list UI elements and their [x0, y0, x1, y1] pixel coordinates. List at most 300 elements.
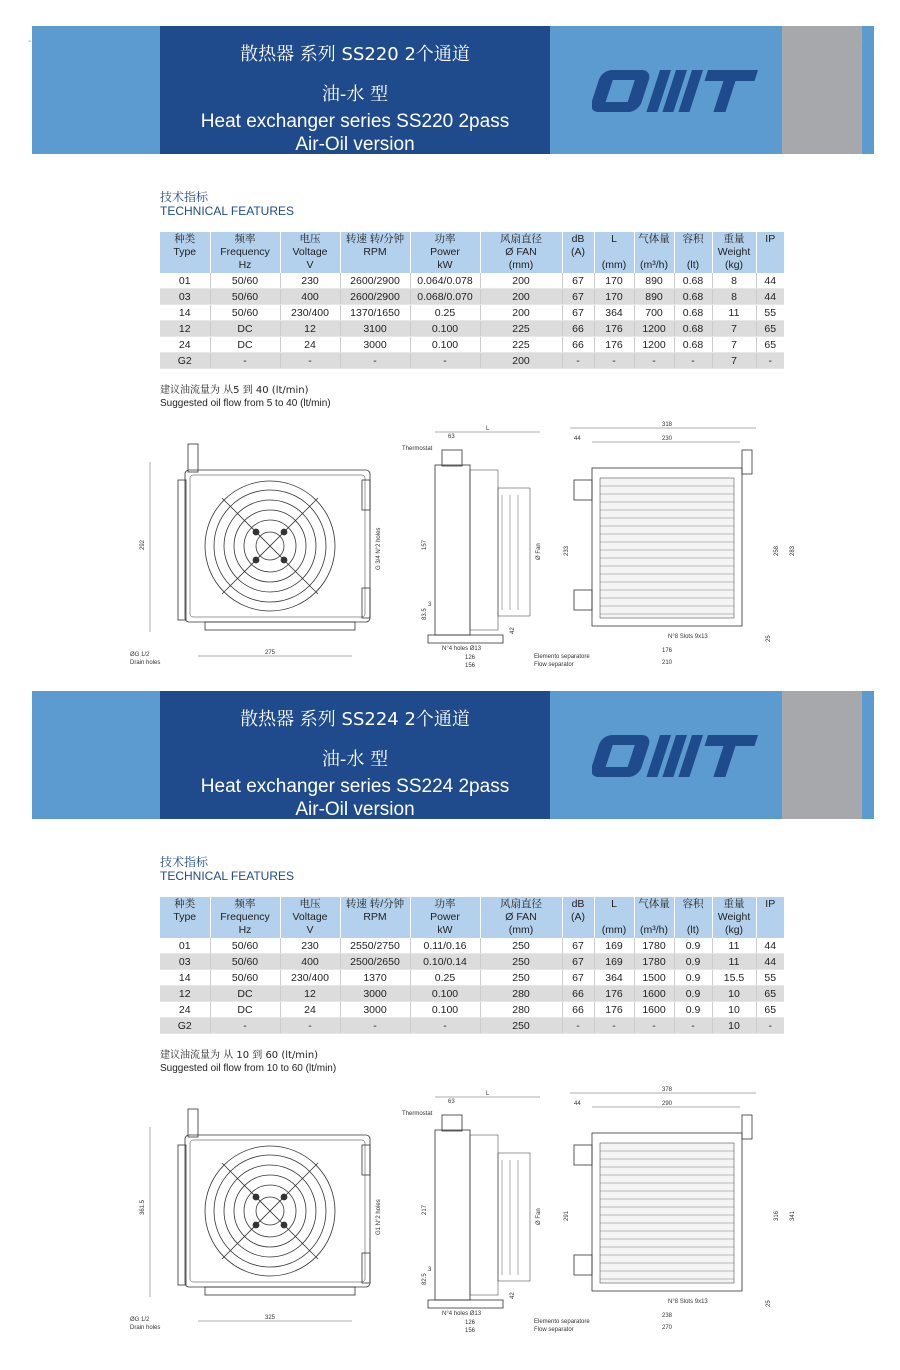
table-row [160, 321, 784, 337]
table-cell: 11 [712, 954, 756, 970]
column-header-line: (mm) [508, 259, 534, 271]
spec-table [160, 897, 784, 1034]
dim-drain: ØG 1/2 [130, 1317, 150, 1323]
table-cell: 230 [280, 273, 340, 289]
table-cell: 24 [280, 337, 340, 353]
dim-fan: Ø Fan [536, 543, 542, 560]
column-header-line: (mm) [601, 924, 627, 936]
column-header [756, 232, 784, 273]
column-header-line: 容积 [682, 233, 704, 245]
table-cell: 3000 [340, 1002, 410, 1018]
table-cell: 280 [480, 1002, 562, 1018]
column-header-line: 重量 [723, 233, 745, 245]
table-cell: 0.9 [674, 954, 712, 970]
table-cell: - [280, 1018, 340, 1034]
column-header [210, 897, 280, 938]
table-cell: DC [210, 321, 280, 337]
title-box [160, 691, 550, 819]
table-cell: 176 [594, 321, 634, 337]
table-cell: 65 [756, 1002, 784, 1018]
table-cell: 50/60 [210, 305, 280, 321]
table-cell: - [210, 353, 280, 369]
column-header-line: (mm) [508, 924, 534, 936]
column-header-line: Voltage [292, 246, 328, 258]
column-header-line: 转速 转/分钟 [345, 898, 405, 910]
table-cell: 24 [160, 1002, 210, 1018]
table-cell: 55 [756, 970, 784, 986]
column-header-line: Frequency [220, 246, 270, 258]
table-cell: 0.68 [674, 305, 712, 321]
table-cell: 0.68 [674, 273, 712, 289]
table-cell: 7 [712, 321, 756, 337]
table-cell: 67 [562, 938, 594, 954]
column-header-line: L [611, 898, 617, 910]
column-header [594, 897, 634, 938]
table-cell: DC [210, 337, 280, 353]
table-cell: 0.68 [674, 321, 712, 337]
table-cell: 364 [594, 305, 634, 321]
table-cell: 0.100 [410, 321, 480, 337]
dim-rear-w-inner: 230 [662, 436, 673, 442]
dim-slots: N°8 Slots 9x13 [668, 1299, 708, 1305]
dim-thermostat: Thermostat [402, 1111, 433, 1117]
dim-drain-label: Drain holes [130, 1325, 161, 1331]
table-cell: - [594, 353, 634, 369]
dim-rear-44: 44 [574, 1101, 581, 1107]
table-row [160, 938, 784, 954]
table-cell: 0.064/0.078 [410, 273, 480, 289]
column-header [756, 897, 784, 938]
title-en-line2: Air-Oil version [295, 134, 415, 155]
table-cell: 0.100 [410, 986, 480, 1002]
technical-features-heading [160, 190, 294, 218]
dim-side-top: 63 [448, 1099, 455, 1105]
dim-side-h3: 3 [428, 602, 432, 608]
table-cell: - [562, 1018, 594, 1034]
table-cell: 15.5 [712, 970, 756, 986]
column-header-line: 气体量 [638, 898, 670, 910]
table-cell: 67 [562, 970, 594, 986]
table-cell: 1370 [340, 970, 410, 986]
table-cell: 250 [480, 1018, 562, 1034]
dim-side-42: 42 [510, 627, 516, 634]
table-cell: 12 [160, 986, 210, 1002]
table-cell: 0.25 [410, 305, 480, 321]
table-cell: - [634, 1018, 674, 1034]
table-cell: 66 [562, 1002, 594, 1018]
table-cell: 3000 [340, 337, 410, 353]
dim-drain: ØG 1/2 [130, 652, 150, 658]
table-cell: 1600 [634, 986, 674, 1002]
dim-rear-44: 44 [574, 436, 581, 442]
table-cell: 44 [756, 273, 784, 289]
dim-rear-w4: 270 [662, 1325, 673, 1331]
table-cell: 200 [480, 305, 562, 321]
column-header [562, 897, 594, 938]
column-header-line: Power [430, 246, 460, 258]
column-header-line: 转速 转/分钟 [345, 233, 405, 245]
column-header-line: (A) [571, 911, 585, 923]
table-cell: DC [210, 986, 280, 1002]
table-cell: 12 [160, 321, 210, 337]
dim-rear-w-total: 318 [662, 422, 673, 428]
table-cell: 44 [756, 289, 784, 305]
section-ss224 [0, 665, 900, 1345]
omt-logo [592, 64, 782, 118]
table-cell: 400 [280, 289, 340, 305]
dim-separator-it: Elemento separatore [534, 1319, 590, 1325]
column-header-line: (A) [571, 246, 585, 258]
dim-rear-h2: 258 [774, 545, 780, 556]
column-header-line: IP [765, 898, 776, 910]
dim-holes: N°4 holes Ø13 [442, 646, 482, 652]
column-header-line: (lt) [686, 259, 700, 271]
dim-rear-w-total: 378 [662, 1087, 673, 1093]
table-cell: 1370/1650 [340, 305, 410, 321]
table-cell: 0.100 [410, 1002, 480, 1018]
technical-features-heading [160, 855, 294, 883]
dim-rear-h2: 316 [774, 1210, 780, 1221]
features-cn: 技术指标 [160, 190, 209, 204]
table-row [160, 353, 784, 369]
table-cell: 0.9 [674, 970, 712, 986]
dim-side-w1: 126 [465, 655, 476, 661]
table-cell: - [674, 1018, 712, 1034]
dim-thermostat: Thermostat [402, 446, 433, 452]
column-header-line: Hz [238, 924, 252, 936]
table-row [160, 1018, 784, 1034]
dim-rear-h3: 283 [790, 545, 796, 556]
column-header-line: 频率 [234, 233, 256, 245]
column-header-line: 风扇直径 [500, 233, 542, 245]
table-cell: - [634, 353, 674, 369]
column-header [410, 232, 480, 273]
table-cell: 44 [756, 954, 784, 970]
dim-rear-h1: 233 [564, 545, 570, 556]
table-cell: 03 [160, 954, 210, 970]
table-cell: 700 [634, 305, 674, 321]
banner-gray-band [782, 26, 862, 154]
column-header-line: Type [173, 246, 197, 258]
table-cell: 44 [756, 938, 784, 954]
column-header-line: Weight [717, 246, 751, 258]
table-cell: 50/60 [210, 970, 280, 986]
column-header-line: 频率 [234, 898, 256, 910]
table-cell: 364 [594, 970, 634, 986]
table-cell: 66 [562, 986, 594, 1002]
table-cell: 0.10/0.14 [410, 954, 480, 970]
column-header-line [595, 911, 634, 924]
header-banner [32, 691, 874, 819]
table-cell: - [756, 353, 784, 369]
table-row [160, 986, 784, 1002]
table-cell: 176 [594, 986, 634, 1002]
table-cell: 200 [480, 273, 562, 289]
table-cell: 1780 [634, 938, 674, 954]
table-cell: 14 [160, 970, 210, 986]
table-cell: 0.68 [674, 337, 712, 353]
table-cell: DC [210, 1002, 280, 1018]
column-header [480, 232, 562, 273]
table-cell: 890 [634, 289, 674, 305]
table-cell: 890 [634, 273, 674, 289]
column-header-line: (m³/h) [640, 924, 668, 936]
table-cell: 0.11/0.16 [410, 938, 480, 954]
column-header-line: (kg) [724, 259, 744, 271]
dim-side-h2: 83.5 [422, 608, 428, 620]
dim-rear-w4: 210 [662, 660, 673, 666]
table-cell: 230/400 [280, 970, 340, 986]
dim-rear-w3: 238 [662, 1313, 673, 1319]
column-header-line: 气体量 [638, 233, 670, 245]
column-header-line: V [306, 259, 314, 271]
column-header-line: Weight [717, 911, 751, 923]
table-cell: 10 [712, 1018, 756, 1034]
column-header-line: kW [437, 259, 453, 271]
table-cell: 12 [280, 321, 340, 337]
table-cell: - [756, 1018, 784, 1034]
column-header-line: dB [571, 233, 585, 245]
column-header-line: Ø FAN [505, 246, 537, 258]
dim-rear-w-inner: 290 [662, 1101, 673, 1107]
column-header-line: IP [765, 233, 776, 245]
column-header-line: 功率 [434, 233, 456, 245]
column-header-line: 容积 [682, 898, 704, 910]
title-cn-line2: 油-水 型 [321, 84, 389, 105]
table-cell: 225 [480, 337, 562, 353]
table-cell: 7 [712, 353, 756, 369]
table-cell: 3100 [340, 321, 410, 337]
dim-ports: G1 N°2 holes [376, 1199, 382, 1235]
table-cell: - [410, 1018, 480, 1034]
table-cell: 50/60 [210, 938, 280, 954]
table-cell: 01 [160, 938, 210, 954]
dim-fan: Ø Fan [536, 1208, 542, 1225]
column-header-line: (m³/h) [640, 259, 668, 271]
flow-cn: 建议油流量为 从 10 到 60 (lt/min) [160, 1050, 319, 1061]
table-cell: 8 [712, 273, 756, 289]
column-header-line: Type [173, 911, 197, 923]
column-header [280, 897, 340, 938]
column-header [634, 897, 674, 938]
technical-drawing [130, 1085, 810, 1335]
table-cell: 67 [562, 954, 594, 970]
column-header-line: 风扇直径 [500, 898, 542, 910]
table-cell: 50/60 [210, 289, 280, 305]
dim-side-top: 63 [448, 434, 455, 440]
dim-rear-25: 25 [766, 635, 772, 642]
column-header-line: Frequency [220, 911, 270, 923]
banner-gray-band [782, 691, 862, 819]
column-header [674, 897, 712, 938]
technical-drawing [130, 420, 810, 670]
logo-text: OMT [592, 64, 595, 65]
flow-en: Suggested oil flow from 5 to 40 (lt/min) [160, 398, 331, 409]
dim-drain-label: Drain holes [130, 660, 161, 666]
dim-front-width: 275 [264, 650, 276, 656]
column-header [160, 897, 210, 938]
column-header-line: L [611, 233, 617, 245]
column-header-line [675, 246, 712, 259]
table-cell: 11 [712, 938, 756, 954]
title-box [160, 26, 550, 154]
column-header-line: 电压 [299, 233, 321, 245]
table-cell: 176 [594, 337, 634, 353]
table-cell: 200 [480, 289, 562, 305]
dim-rear-h3: 341 [790, 1210, 796, 1221]
crop-mark: - [28, 36, 32, 47]
table-cell: 03 [160, 289, 210, 305]
title-cn-line1: 散热器 系列 SS220 2个通道 [240, 44, 470, 65]
dim-separator-en: Flow separator [534, 1327, 574, 1333]
column-header [340, 232, 410, 273]
column-header-line: V [306, 924, 314, 936]
table-cell: 1600 [634, 1002, 674, 1018]
table-cell: 0.068/0.070 [410, 289, 480, 305]
dim-side-h1: 217 [422, 1204, 428, 1215]
table-row [160, 954, 784, 970]
table-cell: 65 [756, 337, 784, 353]
table-row [160, 289, 784, 305]
side-view [402, 1091, 542, 1334]
dim-rear-w3: 176 [662, 648, 673, 654]
column-header-line: 电压 [299, 898, 321, 910]
column-header-line [675, 911, 712, 924]
column-header [594, 232, 634, 273]
table-cell: 170 [594, 289, 634, 305]
table-cell: - [340, 353, 410, 369]
table-cell: 250 [480, 954, 562, 970]
column-header [160, 232, 210, 273]
table-cell: 0.9 [674, 938, 712, 954]
table-cell: 169 [594, 938, 634, 954]
table-cell: - [340, 1018, 410, 1034]
table-row [160, 273, 784, 289]
table-cell: - [594, 1018, 634, 1034]
table-cell: 170 [594, 273, 634, 289]
table-cell: 200 [480, 353, 562, 369]
table-header-row [160, 232, 784, 273]
column-header [712, 232, 756, 273]
table-cell: - [210, 1018, 280, 1034]
column-header-line: Power [430, 911, 460, 923]
table-cell: 0.9 [674, 1002, 712, 1018]
table-cell: 66 [562, 321, 594, 337]
column-header-line [595, 246, 634, 259]
table-cell: 250 [480, 970, 562, 986]
dim-separator-en: Flow separator [534, 662, 574, 668]
table-cell: 169 [594, 954, 634, 970]
column-header-line: 重量 [723, 898, 745, 910]
column-header-line: (lt) [686, 924, 700, 936]
table-cell: 230 [280, 938, 340, 954]
table-cell: 230/400 [280, 305, 340, 321]
dim-side-L: L [486, 1091, 490, 1097]
table-row [160, 970, 784, 986]
table-cell: 24 [160, 337, 210, 353]
side-view [402, 426, 542, 669]
flow-cn: 建议油流量为 从5 到 40 (lt/min) [160, 385, 309, 396]
rear-view [534, 422, 796, 668]
table-cell: 14 [160, 305, 210, 321]
oil-flow-note [160, 1049, 336, 1075]
table-cell: 1200 [634, 337, 674, 353]
table-row [160, 1002, 784, 1018]
column-header-line [635, 246, 674, 259]
table-cell: 3000 [340, 986, 410, 1002]
front-view [130, 444, 382, 666]
column-header [562, 232, 594, 273]
table-cell: 225 [480, 321, 562, 337]
dim-rear-25: 25 [766, 1300, 772, 1307]
dim-slots: N°8 Slots 9x13 [668, 634, 708, 640]
front-view [130, 1109, 382, 1331]
table-cell: 2600/2900 [340, 273, 410, 289]
dim-side-h3: 3 [428, 1267, 432, 1273]
table-cell: 1780 [634, 954, 674, 970]
dim-front-height: 361.5 [140, 1199, 146, 1215]
table-cell: G2 [160, 1018, 210, 1034]
column-header [340, 897, 410, 938]
crop-mark: - [862, 36, 866, 47]
table-cell: 2500/2650 [340, 954, 410, 970]
title-en-line2: Air-Oil version [295, 799, 415, 820]
header-banner [32, 26, 874, 154]
title-cn-line2: 油-水 型 [321, 749, 389, 770]
table-cell: 1500 [634, 970, 674, 986]
flow-en: Suggested oil flow from 10 to 60 (lt/min) [160, 1063, 337, 1074]
table-cell: 280 [480, 986, 562, 1002]
table-cell: 10 [712, 986, 756, 1002]
dim-front-height: 292 [140, 539, 146, 550]
column-header [410, 897, 480, 938]
table-cell: 1200 [634, 321, 674, 337]
table-cell: 0.25 [410, 970, 480, 986]
table-cell: 10 [712, 1002, 756, 1018]
features-cn: 技术指标 [160, 855, 209, 869]
column-header-line: kW [437, 924, 453, 936]
table-cell: - [410, 353, 480, 369]
column-header-line: dB [571, 898, 585, 910]
table-cell: 67 [562, 273, 594, 289]
table-cell: 50/60 [210, 273, 280, 289]
dim-separator-it: Elemento separatore [534, 654, 590, 660]
dim-side-w2: 156 [465, 1328, 476, 1334]
table-cell: 0.9 [674, 986, 712, 1002]
column-header [480, 897, 562, 938]
table-cell: 65 [756, 321, 784, 337]
dim-side-h1: 157 [422, 539, 428, 550]
table-cell: 2600/2900 [340, 289, 410, 305]
column-header-line: RPM [363, 246, 387, 258]
table-cell: 65 [756, 986, 784, 1002]
column-header-line: (kg) [724, 924, 744, 936]
table-cell: - [280, 353, 340, 369]
table-cell: 0.68 [674, 289, 712, 305]
column-header [712, 897, 756, 938]
table-cell: - [562, 353, 594, 369]
table-cell: 400 [280, 954, 340, 970]
column-header-line: Voltage [292, 911, 328, 923]
table-cell: 12 [280, 986, 340, 1002]
dim-front-width: 325 [264, 1315, 276, 1321]
table-cell: 250 [480, 938, 562, 954]
table-cell: G2 [160, 353, 210, 369]
table-cell: 11 [712, 305, 756, 321]
table-cell: 55 [756, 305, 784, 321]
omt-logo [592, 729, 782, 783]
column-header-line: RPM [363, 911, 387, 923]
